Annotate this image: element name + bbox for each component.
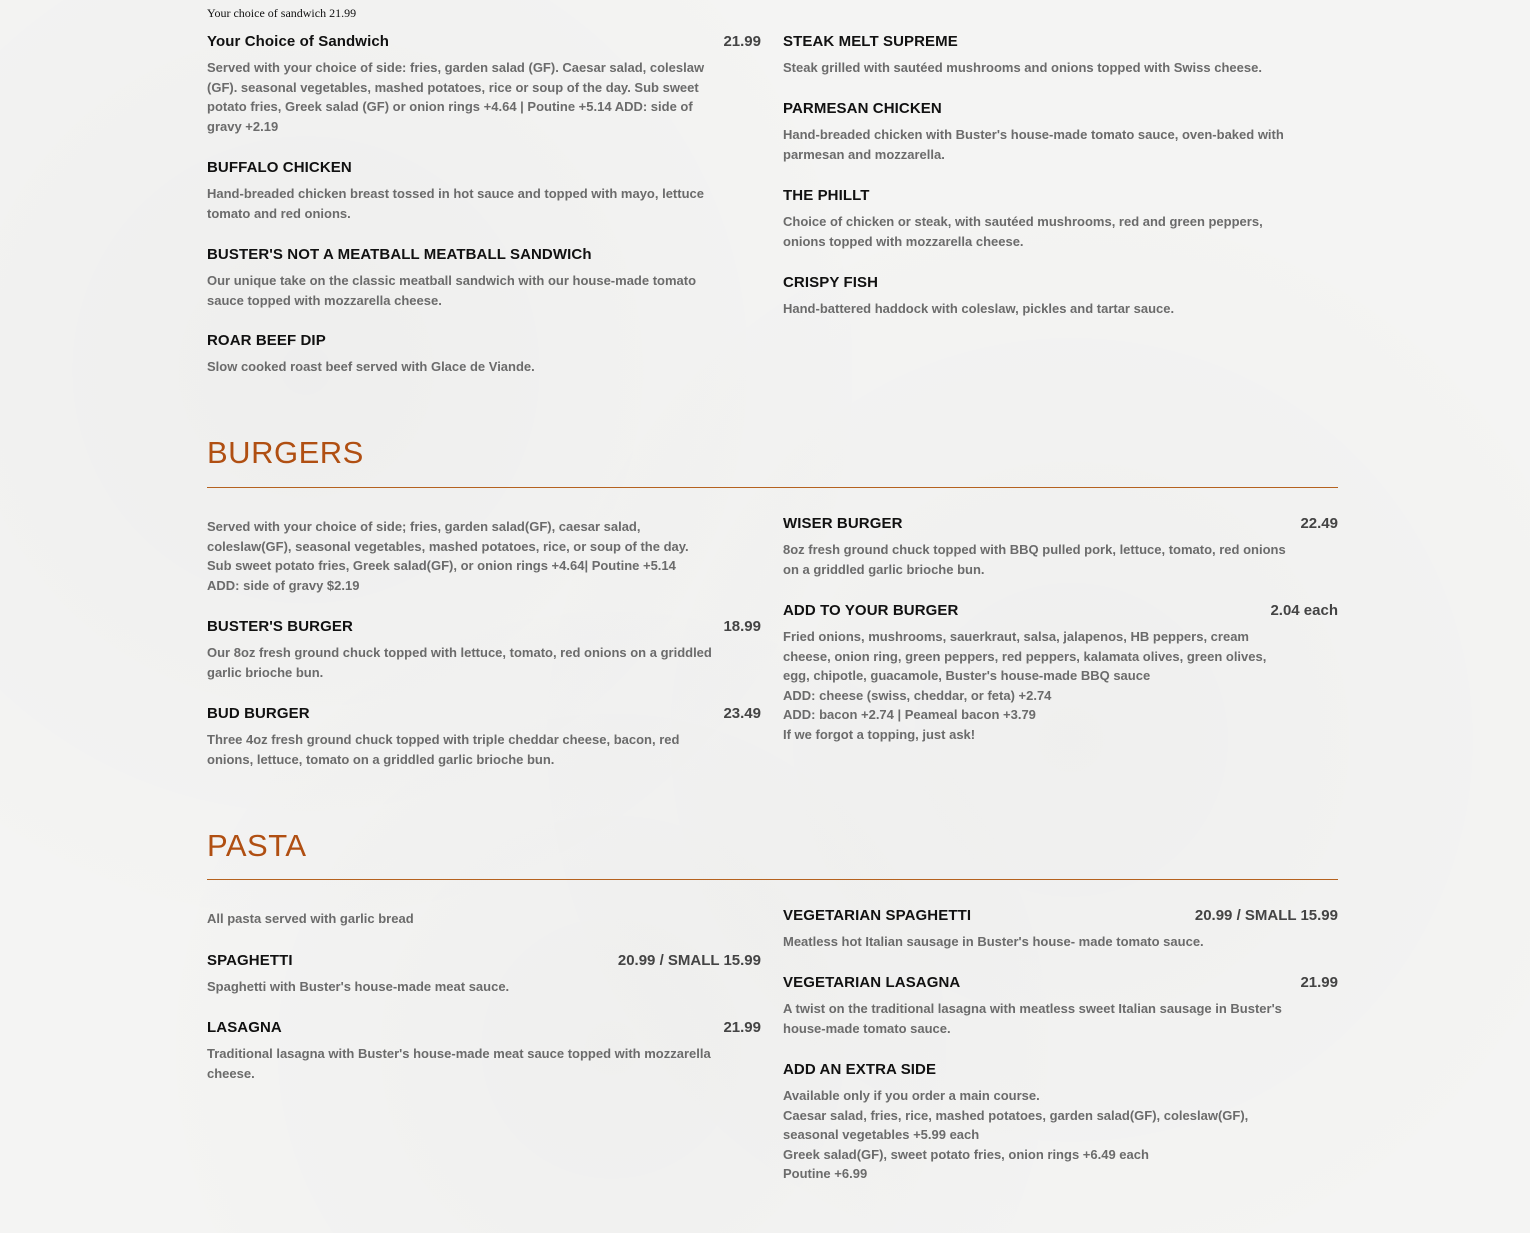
item-name: THE PHILLT: [783, 187, 870, 204]
item-name: ADD AN EXTRA SIDE: [783, 1061, 937, 1078]
menu-item: [207, 246, 761, 310]
item-description: Three 4oz fresh ground chuck topped with triple cheddar cheese, bacon, red onions, lettuce, tomato on a griddled garlic brioche bun.: [207, 732, 680, 767]
menu-item: [207, 159, 761, 223]
item-description: Steak grilled with sautéed mushrooms and onions topped with Swiss cheese.: [783, 60, 1262, 75]
item-name: CRISPY FISH: [783, 274, 879, 291]
item-name: BUFFALO CHICKEN: [207, 159, 352, 176]
item-price: 20.99 / SMALL 15.99: [617, 952, 761, 969]
item-description: Choice of chicken or steak, with sautéed mushrooms, red and green peppers, onions topped with mozzarella cheese.: [783, 214, 1263, 249]
section-divider: [207, 879, 1338, 880]
item-price: 2.04 each: [1270, 602, 1338, 619]
item-name: SPAGHETTI: [207, 952, 293, 969]
item-description: Fried onions, mushrooms, sauerkraut, salsa, jalapenos, HB peppers, cream cheese, onion ring, green peppers, red peppers, kalamata olives, green olives, egg, chipotle, guacamole, Buster's house-made BBQ sauce ADD: cheese (swiss, cheddar, or feta) +2.74 ADD: bacon +2.74 | Peameal bacon +3.79 If we forgot a topping, just ask!: [783, 629, 1267, 742]
item-name: ADD TO YOUR BURGER: [783, 602, 959, 619]
item-name: VEGETARIAN LASAGNA: [783, 974, 961, 991]
menu-item: [783, 100, 1338, 164]
menu-item: [783, 187, 1338, 251]
section-divider: [207, 487, 1338, 488]
item-price: 22.49: [1300, 515, 1338, 532]
item-price: 18.99: [723, 618, 761, 635]
item-name: WISER BURGER: [783, 515, 903, 532]
item-price: 23.49: [723, 705, 761, 722]
item-price: 21.99: [1300, 974, 1338, 991]
menu-item: [207, 952, 761, 997]
item-description: Spaghetti with Buster's house-made meat sauce.: [207, 979, 510, 994]
menu-item: [783, 907, 1338, 952]
top-note: Your choice of sandwich 21.99: [207, 6, 357, 20]
item-description: 8oz fresh ground chuck topped with BBQ pulled pork, lettuce, tomato, red onions on a griddled garlic brioche bun.: [783, 542, 1286, 577]
menu-item: [207, 1019, 761, 1083]
burgers-intro: Served with your choice of side; fries, garden salad(GF), caesar salad, coleslaw(GF), seasonal vegetables, mashed potatoes, rice, or soup of the day. Sub sweet potato fries, Greek salad(GF), or onion rings +4.64| Poutine +5.14 ADD: side of gravy $2.19: [207, 519, 689, 593]
section-title-burgers: BURGERS: [207, 435, 364, 470]
menu-item: [207, 618, 761, 682]
menu-item: [783, 33, 1338, 78]
item-name: LASAGNA: [207, 1019, 282, 1036]
item-price: 21.99: [723, 1019, 761, 1036]
menu-item: [783, 1061, 1338, 1184]
item-description: Our 8oz fresh ground chuck topped with lettuce, tomato, red onions on a griddled garlic brioche bun.: [207, 645, 712, 680]
item-price: 20.99 / SMALL 15.99: [1194, 907, 1338, 924]
item-name: STEAK MELT SUPREME: [783, 33, 958, 50]
item-description: Available only if you order a main course. Caesar salad, fries, rice, mashed potatoes, garden salad(GF), coleslaw(GF), seasonal vegetables +5.99 each Greek salad(GF), sweet potato fries, onion rings +6.49 each Poutine +6.99: [783, 1088, 1249, 1181]
item-description: Slow cooked roast beef served with Glace de Viande.: [207, 359, 535, 374]
item-description: A twist on the traditional lasagna with meatless sweet Italian sausage in Buster's house-made tomato sauce.: [783, 1001, 1282, 1036]
menu-item: [783, 274, 1338, 319]
item-name: BUSTER'S NOT A MEATBALL MEATBALL SANDWICh: [207, 246, 592, 263]
item-description: Traditional lasagna with Buster's house-made meat sauce topped with mozzarella cheese.: [207, 1046, 711, 1081]
item-name: BUSTER'S BURGER: [207, 618, 353, 635]
item-name: BUD BURGER: [207, 705, 310, 722]
item-price: 21.99: [723, 33, 761, 50]
item-name: VEGETARIAN SPAGHETTI: [783, 907, 972, 924]
menu-item: [207, 33, 761, 136]
item-name: Your Choice of Sandwich: [207, 33, 390, 50]
pasta-intro: All pasta served with garlic bread: [207, 911, 414, 926]
item-name: PARMESAN CHICKEN: [783, 100, 942, 117]
menu-item: [783, 602, 1338, 744]
item-description: Hand-breaded chicken breast tossed in hot sauce and topped with mayo, lettuce tomato and red onions.: [207, 186, 704, 221]
item-description: Meatless hot Italian sausage in Buster's house- made tomato sauce.: [783, 934, 1204, 949]
item-name: ROAR BEEF DIP: [207, 332, 326, 349]
item-description: Served with your choice of side: fries, garden salad (GF). Caesar salad, coleslaw (GF). seasonal vegetables, mashed potatoes, rice or soup of the day. Sub sweet potato fries, Greek salad (GF) or onion rings +4.64 | Poutine +5.14 ADD: side of gravy +2.19: [207, 60, 705, 134]
menu-item: [783, 974, 1338, 1038]
section-title-pasta: PASTA: [207, 828, 307, 863]
item-description: Our unique take on the classic meatball sandwich with our house-made tomato sauce topped with mozzarella cheese.: [207, 273, 697, 308]
menu-item: [207, 705, 761, 769]
menu-item: [207, 332, 761, 377]
item-description: Hand-breaded chicken with Buster's house-made tomato sauce, oven-baked with parmesan and mozzarella.: [783, 127, 1284, 162]
item-description: Hand-battered haddock with coleslaw, pickles and tartar sauce.: [783, 301, 1175, 316]
menu-item: [783, 515, 1338, 579]
